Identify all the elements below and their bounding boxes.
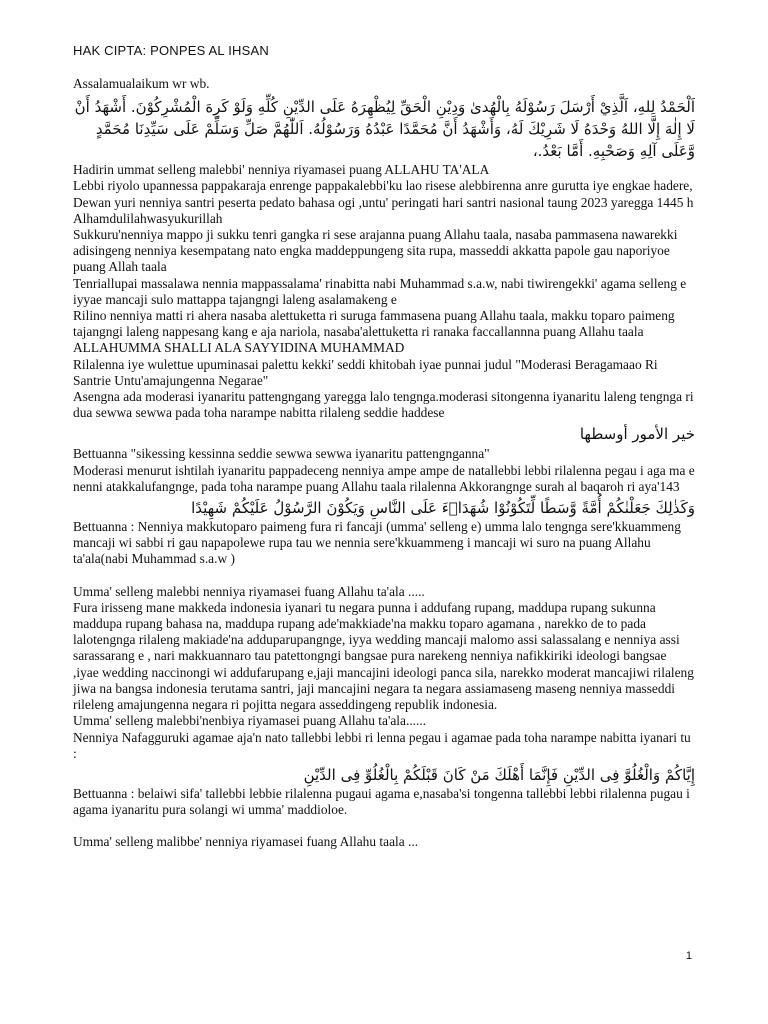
paragraph-moderation-definition: Asengna ada moderasi iyanaritu pattengngang yaregga lalo tengnga.moderasi sitongenna iyanaritu laleng tengnga ri dua sewwa sewwa pada toha narampe nabitta rilaleng seddie haddese [73, 389, 694, 421]
paragraph-respects: Lebbi riyolo upannessa pappakaraja enrenge pappakalebbi'ku lao risese alebbirenna anre gurutta iye engkae hadere, Dewan yuri nenniya santri peserta pedato bahasa ogi ,untu' peringati hari santri nasional taung 2023 yaregga 1445 h [73, 178, 694, 210]
arabic-hadith-best-affairs: خير الأمور أوسطها [579, 425, 695, 444]
paragraph-indonesia-diversity: Fura irisseng mane makkeda indonesia iyanari tu negara punna i addufang rupang, maddupa rupang sukunna maddupa rupang bahasa na, maddupa rupang ade'makkiade'na makku toparo agamana , narekko de to pada lalotengnga rilaleng makiade'na adduparupangnge, iyya wedding mancaji malomo assi salassalang e nenniya assi sarassarang e , nari makkuannaro tau patettongngi bangsae pura narekeng nenniya nafikkiriki ideologi bangsae ,iyae wedding naccinongi wi addufarupang e,jaji mancajini ideologi panca sila, narekko moderat mancajiwi rilaleng jiwa na bangsa indonesia terutama santri, jaji mancajini negara ta negara assiamaseng maseng nenniya masseddi rileleng amajungenna negara ri pojitta negara asseddingeng republik indonesia. [73, 599, 694, 713]
paragraph-shalawat-heading: ALLAHUMMA SHALLI ALA SAYYIDINA MUHAMMAD [73, 340, 405, 356]
document-body [73, 76, 695, 851]
paragraph-verse-meaning: Bettuanna : Nenniya makkutoparo paimeng fura ri fancaji (umma' selleng e) umma lalo tengnga sere'kkuammeng mancaji wi sabbi ri gau napapolewe rupa tau we nennia sere'kkuammeng i mancaji wi suro na puang Allahu ta'ala(nabi Muhammad s.a.w ) [73, 519, 681, 567]
paragraph-teaching-intro: Nenniya Nafagguruki agamae aja'n nato tallebbi lebbi ri lenna pegau i agamae pada toha narampe nabitta iyanari tu : [73, 729, 691, 761]
copyright-header: HAK CIPTA: PONPES AL IHSAN [73, 43, 269, 58]
paragraph-audience-address-2: Umma' selleng malebbi nenniya riyamasei fuang Allahu ta'ala ..... [73, 583, 425, 599]
paragraph-hadith-extremism-meaning: Bettuanna : belaiwi sifa' tallebbi lebbie rilalenna pugaui agama e,nasaba'si tongenna tallebbi lebbi rilalenna pugau i agama iyanaritu pura solangi wi umma' maddioloe. [73, 785, 690, 818]
paragraph-audience-address-3: Umma' selleng malebbi'nenbiya riyamasei puang Allahu ta'ala...... [73, 713, 427, 729]
arabic-hadith-extremism: إِيَّاكُمْ وَالْغُلُوَّ فِى الدِّيْنِ فَإِنَّمَا أَهْلَكَ مَنْ كَانَ قَبْلَكُمْ بِالْغُلُوِّ فِى الدِّيْنِ [303, 765, 695, 784]
paragraph-afterlife: Rilino nenniya matti ri ahera nasaba alettuketta ri suruga fammasena puang Allahu taala, makku toparo paimeng tajangngi laleng nappesang kang e aja nariola, nasaba'alettuketta ri ranaka faccallannna puang Allahu taala [73, 308, 675, 340]
paragraph-spacer [73, 568, 695, 584]
paragraph-moderation-term: Moderasi menurut ishtilah iyanaritu pappadeceng nenniya ampe ampe de natallebbi lebbi rilalenna pegau i aga ma e nenni atakkalufangnge, pada toha narampe puang Allahu taala rilalenna Akkorangnge surah al baqaroh ri aya'143 [73, 462, 695, 494]
page-number: 1 [685, 950, 692, 962]
arabic-quran-verse: وَكَذٰلِكَ جَعَلْنٰكُمْ أُمَّةً وَّسَطًا لِّتَكُوْنُوْا شُهَدَاۤءَ عَلَى النَّاسِ وَيَكُوْنَ الرَّسُوْلُ عَلَيْكُمْ شَهِيْدًا [191, 499, 695, 518]
paragraph-gratitude: Sukkuru'nenniya mappo ji sukku tenri gangka ri sese arajanna puang Allahu taala, nasaba pammasena nawarekki adisingeng nenniya kesempatang nato engka maddeppungeng sita rupa, masseddi akkatta papole gau naporiyoe puang Allah taala [73, 227, 678, 275]
paragraph-hamdalah: Alhamdulilahwasyukurillah [73, 210, 223, 226]
paragraph-title-intro: Rilalenna iye wulettue upuminasai palettu kekki' seddi khitobah iyae punnai judul "Moderasi Beragamaao Ri Santrie Untu'amajungenna Negarae" [73, 356, 658, 388]
paragraph-audience-address: Hadirin ummat selleng malebbi' nenniya riyamasei puang ALLAHU TA'ALA [73, 162, 490, 178]
paragraph-spacer [73, 818, 695, 834]
arabic-opening-prayer: اَلْحَمْدُ لِلهِ، اَلَّذِيْ أَرْسَلَ رَسُوْلَهُ بِالْهُدىٰ وَدِيْنِ الْحَقِّ لِيُظْهِرَهُ عَلَى الدِّيْنِ كُلِّهِ وَلَوْ كَرِهَ الْمُشْرِكُوْنَ. أَشْهَدُ أَنْ لَا إِلٰهَ إِلَّا اللهُ وَحْدَهُ لَا شَرِيْكَ لَهُ، وَأَشْهَدُ أَنَّ مُحَمَّدًا عَبْدُهُ وَرَسُوْلُهُ. اَللّٰهُمَّ صَلِّ وَسَلِّمْ عَلَى سَيِّدِنَا مُحَمَّدٍ وَّعَلَى آلِهِ وَصَحْبِهِ. أَمَّا بَعْدُ.، [74, 98, 695, 161]
greeting: Assalamualaikum wr wb. [73, 76, 210, 91]
paragraph-salawat: Tenriallupai massalawa nennia mappassalama' rinabitta nabi Muhammad s.a.w, nabi tiwirengekki' agama selleng e iyyae mancaji sulo mattappa tajangngi laleng asalamakeng e [73, 275, 687, 307]
paragraph-hadith-meaning: Bettuanna "sikessing kessinna seddie sewwa sewwa iyanaritu pattengnganna" [73, 446, 490, 462]
paragraph-audience-address-4: Umma' selleng malibbe' nenniya riyamasei fuang Allahu taala ... [73, 834, 419, 850]
